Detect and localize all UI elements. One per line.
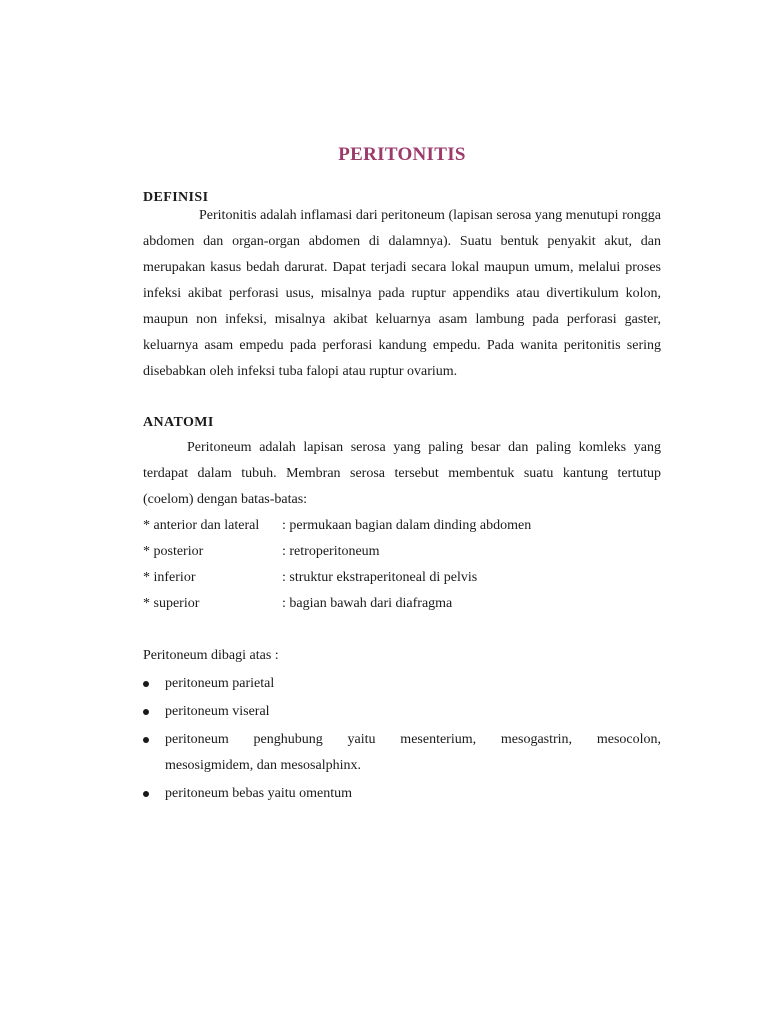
boundary-item — [143, 539, 661, 565]
divisions-intro: Peritoneum dibagi atas : — [143, 648, 279, 663]
list-item-text: peritoneum bebas yaitu omentum — [165, 786, 353, 801]
anatomi-paragraph-text: Peritoneum adalah lapisan serosa yang paling besar dan paling komleks yang terdapat dalam tubuh. Membran serosa tersebut membentuk suatu kantung tertutup (coelom) dengan batas-batas: — [143, 440, 661, 507]
list-item — [143, 671, 661, 697]
list-item-text: peritoneum parietal — [165, 676, 275, 691]
list-item — [143, 727, 661, 779]
section-heading-anatomi: ANATOMI — [143, 415, 214, 430]
list-item-text — [165, 727, 661, 779]
divisions-list — [143, 671, 661, 809]
bullet-icon — [143, 791, 149, 797]
boundary-item — [143, 513, 661, 539]
boundary-term: * anterior dan lateral — [143, 518, 260, 533]
definisi-paragraph — [143, 203, 661, 385]
definisi-paragraph-text: Peritonitis adalah inflamasi dari peritoneum (lapisan serosa yang menutupi rongga abdomen dan organ-organ abdomen di dalamnya). Suatu bentuk penyakit akut, dan merupakan kasus bedah darurat. Dapat terjadi secara lokal maupun umum, melalui proses infeksi akibat perforasi usus, misalnya pada ruptur appendiks atau divertikulum kolon, maupun non infeksi, misalnya akibat keluarnya asam lambung pada perforasi gaster, keluarnya asam empedu pada perforasi kandung empedu. Pada wanita peritonitis sering disebabkan oleh infeksi tuba falopi atau ruptur ovarium. — [143, 208, 661, 379]
boundary-item — [143, 565, 661, 591]
boundary-desc: : permukaan bagian dalam dinding abdomen — [282, 518, 532, 533]
boundary-term: * posterior — [143, 544, 204, 559]
bullet-icon — [143, 709, 149, 715]
list-item-text-line: mesosigmidem, dan mesosalphinx. — [165, 758, 361, 773]
boundary-list — [143, 513, 661, 617]
list-item-text: peritoneum viseral — [165, 704, 270, 719]
bullet-icon — [143, 681, 149, 687]
boundary-term: * superior — [143, 596, 200, 611]
document-title: PERITONITIS — [338, 144, 466, 165]
list-item — [143, 699, 661, 725]
list-item — [143, 781, 661, 807]
bullet-icon — [143, 737, 149, 743]
boundary-term: * inferior — [143, 570, 196, 585]
anatomi-paragraph — [143, 435, 661, 513]
list-item-text-line: peritoneum penghubung yaitu mesenterium, mesogastrin, mesocolon, — [165, 732, 661, 747]
boundary-desc: : retroperitoneum — [282, 544, 380, 559]
section-heading-definisi: DEFINISI — [143, 190, 209, 205]
boundary-desc: : struktur ekstraperitoneal di pelvis — [282, 570, 478, 585]
boundary-item — [143, 591, 661, 617]
boundary-desc: : bagian bawah dari diafragma — [282, 596, 453, 611]
